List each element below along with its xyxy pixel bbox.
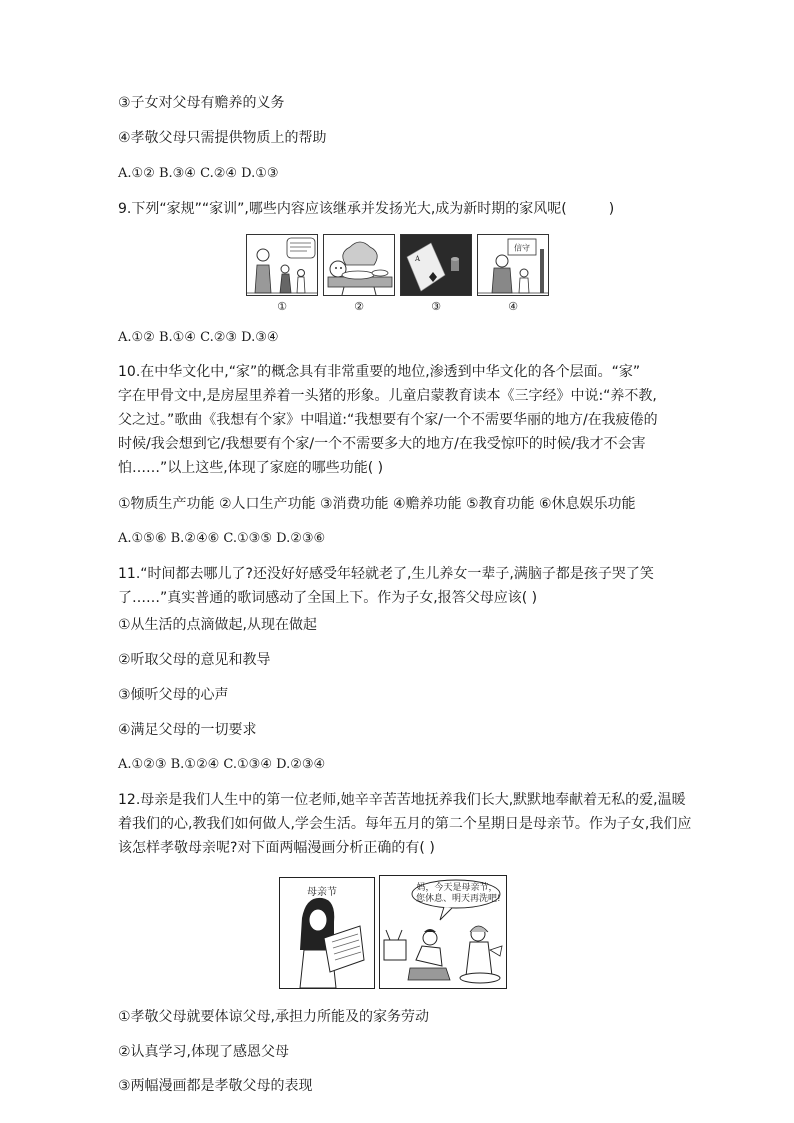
q8-options: A.①② B.③④ C.②④ D.①③ [118, 166, 279, 181]
cartoon-2-speech-bubble [416, 883, 501, 905]
q9-panel-4 [477, 234, 549, 296]
q12-item-2: ②认真学习,体现了感恩父母 [118, 1044, 290, 1060]
svg-text:A: A [415, 255, 421, 263]
mothers-day-cartoon-1 [279, 877, 375, 989]
q12-item-1: ①孝敬父母就要体谅父母,承担力所能及的家务劳动 [118, 1009, 429, 1025]
q11-item-4: ④满足父母的一切要求 [118, 722, 257, 738]
q11-line: 11.“时间都去哪儿了?还没好好感受年轻就老了,生儿养女一辈子,满脑子都是孩子哭了笑 [118, 566, 654, 582]
q11-stem [118, 562, 678, 610]
girl-reading-icon [280, 878, 376, 990]
q9-stem: 9.下列“家规”“家训”,哪些内容应该继承并发扬光大,成为新时期的家风呢( ) [118, 201, 615, 217]
q10-line: 父之过。”歌曲《我想有个家》中唱道:“我想要有个家/一个不需要华丽的地方/在我疲倦的 [118, 412, 658, 428]
q11-item-3: ③倾听父母的心声 [118, 687, 229, 703]
cartoon-1-title: 母亲节 [307, 887, 337, 898]
bubble-line: 您休息、明天再洗吧! [416, 894, 501, 904]
q10-options: A.①⑤⑥ B.②④⑥ C.①③⑤ D.②③⑥ [118, 531, 326, 546]
q10-line: 怕……”以上这些,体现了家庭的哪些功能( ) [118, 460, 384, 476]
q8-item-3: ③子女对父母有赡养的义务 [118, 95, 285, 111]
q9-panel-2 [323, 234, 395, 296]
q10-stem [118, 360, 678, 480]
q12-item-3: ③两幅漫画都是孝敬父母的表现 [118, 1078, 313, 1094]
q9-panel-1 [246, 234, 318, 296]
q12-line: 该怎样孝敬母亲呢?对下面两幅漫画分析正确的有( ) [118, 840, 435, 856]
q11-item-1: ①从生活的点滴做起,从现在做起 [118, 617, 318, 633]
q9-label-3: ③ [431, 300, 441, 313]
mothers-day-cartoon-2 [379, 875, 507, 989]
q9-label-2: ② [354, 300, 364, 313]
q12-stem [118, 788, 692, 860]
q12-line: 着我们的心,教我们如何做人,学会生活。每年五月的第二个星期日是母亲节。作为子女,我们应 [118, 816, 692, 832]
q10-line: 10.在中华文化中,“家”的概念具有非常重要的地位,渗透到中华文化的各个层面。“家” [118, 364, 641, 380]
q11-options: A.①②③ B.①②④ C.①③④ D.②③④ [118, 757, 326, 772]
q10-line: 时候/我会想到它/我想要有个家/一个不需要多大的地方/在我受惊吓的时候/我才不会害 [118, 436, 646, 452]
q12-cartoons [279, 875, 509, 991]
q10-line: 字在甲骨文中,是房屋里养着一头猪的形象。儿童启蒙教育读本《三字经》中说:“养不教, [118, 388, 657, 404]
q11-line: 了……”真实普通的歌词感动了全国上下。作为子女,报答父母应该( ) [118, 590, 538, 606]
q9-options: A.①② B.①④ C.②③ D.③④ [118, 330, 279, 345]
promise-sign-cartoon [478, 235, 549, 296]
family-cartoon-1 [247, 235, 318, 296]
feast-table-cartoon [324, 235, 395, 296]
sign-text: 信守 [514, 243, 530, 253]
q9-picture-row [246, 234, 552, 312]
q12-line: 12.母亲是我们人生中的第一位老师,她辛辛苦苦地抚养我们长大,默默地奉献着无私的爱,温暖 [118, 792, 686, 808]
q8-item-4: ④孝敬父母只需提供物质上的帮助 [118, 130, 327, 146]
q9-label-4: ④ [508, 300, 518, 313]
q9-label-1: ① [277, 300, 287, 313]
q9-panel-3 [400, 234, 472, 296]
card-dice-photo [401, 235, 472, 296]
bubble-line: 妈，今天是母亲节， [416, 883, 498, 893]
q10-items: ①物质生产功能 ②人口生产功能 ③消费功能 ④赡养功能 ⑤教育功能 ⑥休息娱乐功能 [118, 496, 636, 512]
q11-item-2: ②听取父母的意见和教导 [118, 652, 271, 668]
